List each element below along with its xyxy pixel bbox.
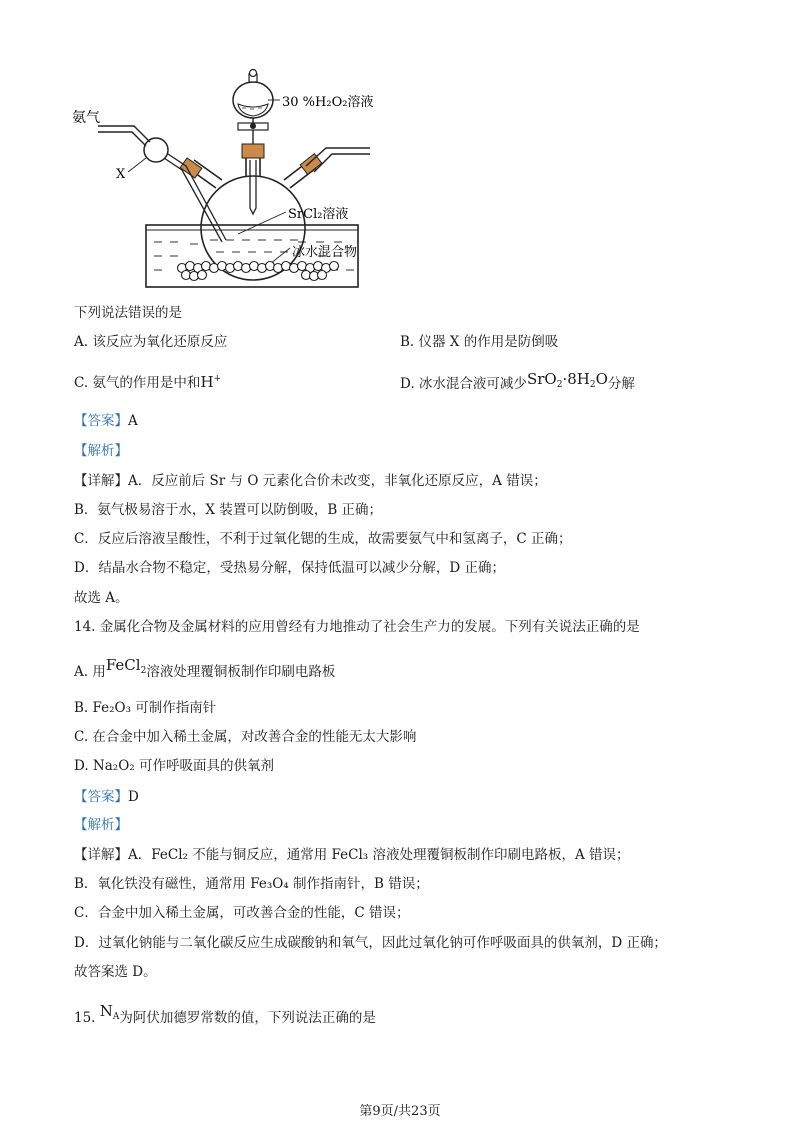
q13-option-c — [74, 370, 221, 392]
bead-row — [178, 262, 339, 281]
srcl2-solution — [210, 240, 298, 252]
answer-value: A — [128, 413, 138, 429]
sro2-formula: $SrO_2\cdot 8H_2O$ — [526, 370, 608, 390]
answer-tag: 【答案】 — [74, 789, 128, 805]
apparatus-figure — [70, 62, 410, 292]
q13-detail-b: B．氨气极易溶于水，X 装置可以防倒吸，B 正确； — [74, 502, 383, 518]
na-formula: $N_A$ — [99, 1002, 120, 1022]
q13-option-a: A. 该反应为氧化还原反应 — [74, 334, 228, 350]
q14-detail-a: 【详解】A．FeCl₂ 不能与铜反应，通常用 FeCl₃ 溶液处理覆铜板制作印刷电路板，A 错误； — [74, 847, 630, 863]
q13-detail-d: D．结晶水合物不稳定，受热易分解，保持低温可以减少分解，D 正确； — [74, 560, 505, 576]
detail-tag: 【详解】 — [74, 473, 128, 489]
answer-tag: 【答案】 — [74, 413, 128, 429]
q14-option-c: C. 在合金中加入稀土金属，对改善合金的性能无太大影响 — [74, 729, 417, 745]
gas-label: 氨气 — [72, 110, 100, 126]
q14-answer — [74, 788, 139, 806]
q13-option-c-text: C. 氨气的作用是中和 — [74, 375, 201, 391]
q13-option-b: B. 仪器 X 的作用是防倒吸 — [400, 334, 559, 350]
srcl2-label: SrCl₂溶液 — [288, 207, 349, 222]
q13-conclusion: 故选 A。 — [74, 590, 129, 606]
page-number: 第9页/共23页 — [359, 1104, 441, 1119]
q13-analysis-tag: 【解析】 — [74, 443, 128, 459]
q14-option-d: D. Na₂O₂ 可作呼吸面具的供氧剂 — [74, 758, 274, 774]
q14-detail-d: D．过氧化钠能与二氧化碳反应生成碳酸钠和氧气，因此过氧化钠可作呼吸面具的供氧剂，D 正确； — [74, 935, 667, 951]
answer-value: D — [128, 789, 139, 805]
q13-option-d — [400, 364, 635, 400]
q14-analysis-tag: 【解析】 — [74, 817, 128, 833]
center-stopper — [242, 144, 264, 158]
q13-option-d-text: D. 冰水混合液可减少 — [400, 376, 527, 392]
q13-option-d-tail: 分解 — [607, 376, 635, 392]
q14-detail-c: C．合金中加入稀土金属，可改善合金的性能，C 错误； — [74, 905, 410, 921]
q13-stem: 下列说法错误的是 — [74, 305, 182, 321]
ice-label: 冰水混合物 — [292, 245, 358, 260]
q14-detail-b: B．氧化铁没有磁性，通常用 Fe₃O₄ 制作指南针，B 错误； — [74, 876, 429, 892]
h-plus-sup: + — [213, 374, 222, 384]
q13-detail-a: 【详解】A．反应前后 Sr 与 O 元素化合价未改变，非氧化还原反应，A 错误； — [74, 473, 547, 489]
q14-option-b: B. Fe₂O₃ 可制作指南针 — [74, 700, 217, 716]
h2o2-label: 30 %H₂O₂溶液 — [282, 95, 374, 110]
q14-option-a: A. 用FeCl$_2$溶液处理覆铜板制作印刷电路板 — [74, 656, 336, 680]
q14-stem: 14. 金属化合物及金属材料的应用曾经有力地推动了社会生产力的发展。下列有关说法正确的是 — [74, 619, 640, 635]
right-stopper — [300, 154, 322, 175]
fecl2-formula: FeCl$_2$ — [105, 656, 147, 676]
q15-stem: 15. $N_A$为阿伏加德罗常数的值，下列说法正确的是 — [74, 1002, 376, 1026]
h-plus-formula: H — [200, 373, 214, 391]
q13-detail-c: C．反应后溶液呈酸性，不利于过氧化锶的生成，故需要氨气中和氢离子，C 正确； — [74, 531, 572, 547]
detail-tag: 【详解】 — [74, 847, 128, 863]
q13-answer — [74, 412, 138, 430]
x-label: X — [116, 167, 126, 182]
q14-conclusion: 故答案选 D。 — [74, 964, 157, 980]
